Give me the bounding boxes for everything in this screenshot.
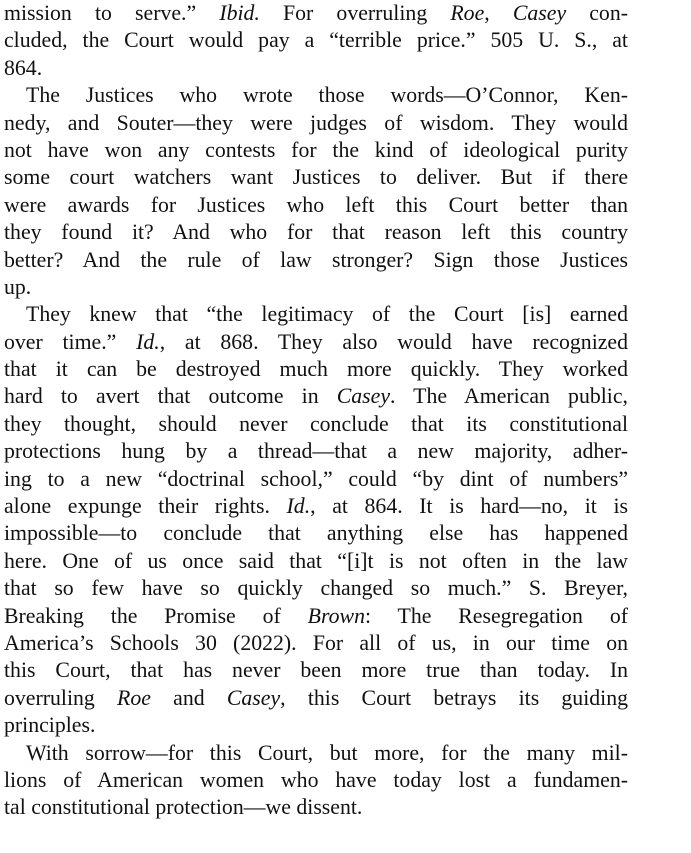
text-segment: impossible—to conclude that anything else has happened: [4, 521, 628, 546]
text-segment: , this Court betrays its guiding: [280, 685, 629, 710]
text-line: [4, 301, 628, 328]
text-segment: con-: [566, 1, 628, 25]
text-line: [4, 548, 628, 575]
text-segment: better? And the rule of law stronger? Sign those Justices: [4, 247, 628, 272]
text-segment: principles.: [4, 713, 96, 738]
text-line: [4, 712, 628, 739]
text-segment: 864.: [4, 55, 43, 80]
text-segment: : The Resegregation of: [364, 603, 628, 628]
text-segment: over time.”: [4, 329, 137, 354]
italic-citation: Casey: [336, 384, 390, 409]
text-segment: they thought, should never conclude that its constitutional: [4, 411, 628, 436]
text-segment: America’s Schools 30 (2022). For all of us, in our time on: [4, 630, 628, 655]
text-segment: They knew that “the legitimacy of the Court [is] earned: [26, 302, 628, 327]
text-segment: up.: [4, 274, 32, 299]
text-segment: nedy, and Souter—they were judges of wisdom. They would: [4, 110, 628, 135]
italic-citation: Roe: [117, 685, 151, 710]
text-line: [4, 0, 628, 27]
text-line: [4, 55, 628, 82]
text-segment: , at 864. It is hard—no, it is: [310, 494, 628, 519]
italic-citation: Id.: [136, 329, 160, 354]
text-line: [4, 657, 628, 684]
text-line: [4, 383, 628, 410]
text-line: [4, 411, 628, 438]
text-segment: lions of American women who have today lost a fundamen-: [4, 767, 628, 792]
text-segment: ing to a new “doctrinal school,” could “by dint of numbers”: [4, 466, 628, 491]
text-segment: some court watchers want Justices to deliver. But if there: [4, 165, 628, 190]
text-line: [4, 493, 628, 520]
text-line: [4, 520, 628, 547]
text-segment: not have won any contests for the kind of ideological purity: [4, 137, 628, 162]
text-line: [4, 794, 628, 821]
text-line: [4, 767, 628, 794]
text-segment: here. One of us once said that “[i]t is not often in the law: [4, 548, 628, 573]
document-page: [4, 0, 628, 822]
italic-citation: Casey: [226, 685, 281, 710]
text-segment: protections hung by a thread—that a new majority, adher-: [4, 439, 628, 464]
text-segment: they found it? And who for that reason left this country: [4, 220, 628, 245]
text-line: [4, 27, 628, 54]
text-segment: hard to avert that outcome in: [4, 384, 337, 409]
text-line: [4, 466, 628, 493]
text-line: [4, 219, 628, 246]
italic-citation: Brown: [307, 603, 365, 628]
text-segment: cluded, the Court would pay a “terrible price.” 505 U. S., at: [4, 28, 628, 53]
text-segment: alone expunge their rights.: [4, 494, 287, 519]
dissent-text-body: [4, 0, 628, 822]
text-segment: . The American public,: [390, 384, 628, 409]
text-line: [4, 603, 628, 630]
text-line: [4, 740, 628, 767]
text-segment: that it can be destroyed much more quickly. They worked: [4, 357, 628, 382]
italic-citation: Roe: [450, 1, 485, 25]
text-line: [4, 82, 628, 109]
text-segment: ,: [484, 1, 513, 25]
italic-citation: Casey: [512, 1, 567, 25]
text-segment: tal constitutional protection—we dissent.: [4, 795, 363, 820]
text-segment: For overruling: [259, 1, 451, 25]
text-segment: mission to serve.”: [4, 1, 220, 25]
text-segment: that so few have so quickly changed so much.” S. Breyer,: [4, 576, 628, 601]
text-line: [4, 685, 628, 712]
text-segment: , at 868. They also would have recognized: [159, 329, 628, 354]
text-line: [4, 137, 628, 164]
text-line: [4, 630, 628, 657]
text-segment: Breaking the Promise of: [4, 603, 308, 628]
text-segment: this Court, that has never been more true than today. In: [4, 658, 628, 683]
text-line: [4, 575, 628, 602]
text-line: [4, 247, 628, 274]
text-segment: With sorrow—for this Court, but more, for the many mil-: [26, 740, 628, 765]
text-segment: The Justices who wrote those words—O’Connor, Ken-: [26, 83, 628, 108]
text-line: [4, 192, 628, 219]
text-segment: overruling: [4, 685, 118, 710]
text-segment: were awards for Justices who left this Court better than: [4, 192, 628, 217]
text-line: [4, 438, 628, 465]
text-line: [4, 110, 628, 137]
text-line: [4, 164, 628, 191]
text-line: [4, 356, 628, 383]
text-line: [4, 274, 628, 301]
italic-citation: Ibid.: [219, 1, 260, 25]
italic-citation: Id.: [286, 494, 311, 519]
text-line: [4, 329, 628, 356]
text-segment: and: [150, 685, 227, 710]
